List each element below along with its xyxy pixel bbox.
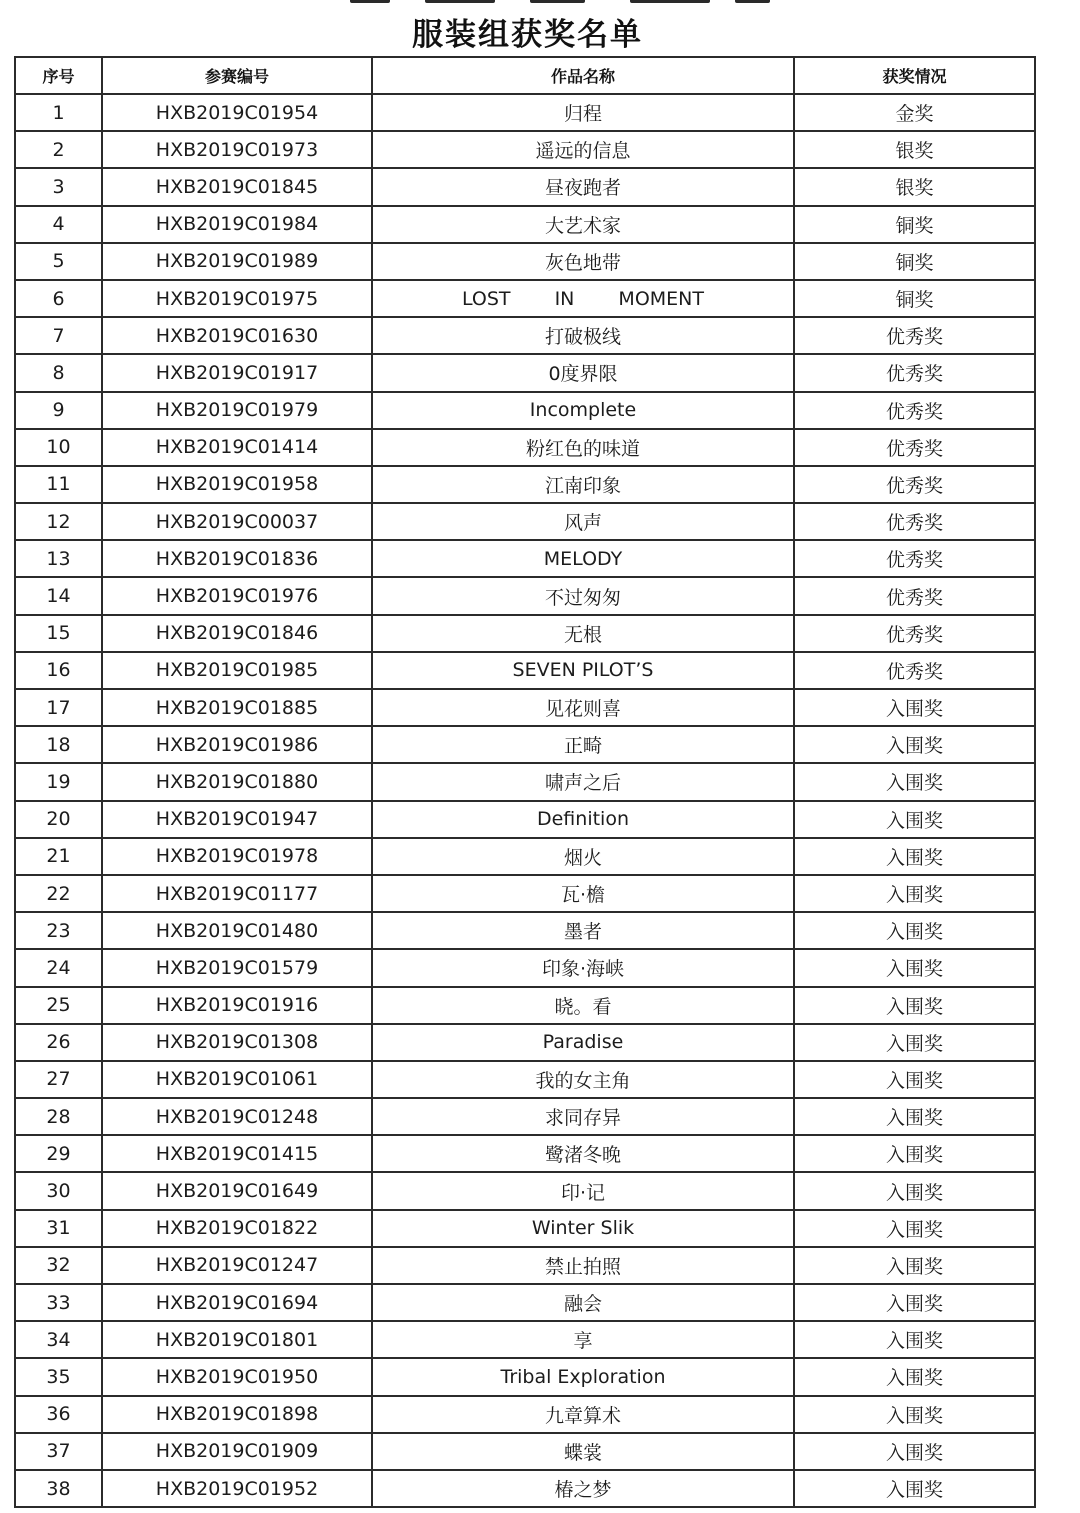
cell-entry-number: HXB2019C01880: [102, 763, 372, 800]
cell-index: 36: [15, 1396, 102, 1433]
cell-award: 入围奖: [794, 1321, 1035, 1358]
cell-work-title: Winter Slik: [372, 1210, 794, 1247]
cell-award: 入围奖: [794, 1433, 1035, 1470]
cell-index: 11: [15, 466, 102, 503]
cell-entry-number: HXB2019C01247: [102, 1247, 372, 1284]
table-row: [15, 1061, 1035, 1098]
cell-award: 入围奖: [794, 1172, 1035, 1209]
cell-award: 铜奖: [794, 280, 1035, 317]
cell-entry-number: HXB2019C00037: [102, 503, 372, 540]
cell-work-title: 遥远的信息: [372, 131, 794, 168]
cell-index: 4: [15, 206, 102, 243]
cell-entry-number: HXB2019C01414: [102, 429, 372, 466]
cell-entry-number: HXB2019C01954: [102, 94, 372, 131]
table-row: [15, 280, 1035, 317]
cell-work-title: 灰色地带: [372, 243, 794, 280]
header-entry-number: 参赛编号: [102, 57, 372, 94]
cell-work-title: 打破极线: [372, 317, 794, 354]
table-row: [15, 912, 1035, 949]
cell-work-title: 晓。看: [372, 987, 794, 1024]
cell-index: 1: [15, 94, 102, 131]
cell-entry-number: HXB2019C01415: [102, 1135, 372, 1172]
cell-index: 30: [15, 1172, 102, 1209]
cell-award: 入围奖: [794, 689, 1035, 726]
cell-entry-number: HXB2019C01630: [102, 317, 372, 354]
cell-index: 22: [15, 875, 102, 912]
cell-work-title: 融会: [372, 1284, 794, 1321]
cell-entry-number: HXB2019C01984: [102, 206, 372, 243]
cell-index: 8: [15, 354, 102, 391]
cell-award: 入围奖: [794, 801, 1035, 838]
cell-award: 入围奖: [794, 1210, 1035, 1247]
cell-entry-number: HXB2019C01836: [102, 540, 372, 577]
table-row: [15, 354, 1035, 391]
cell-work-title: 江南印象: [372, 466, 794, 503]
cell-index: 31: [15, 1210, 102, 1247]
cell-entry-number: HXB2019C01248: [102, 1098, 372, 1135]
cell-index: 2: [15, 131, 102, 168]
cell-award: 银奖: [794, 168, 1035, 205]
cell-entry-number: HXB2019C01973: [102, 131, 372, 168]
cell-award: 入围奖: [794, 1135, 1035, 1172]
table-row: [15, 1358, 1035, 1395]
cell-award: 金奖: [794, 94, 1035, 131]
table-row: [15, 801, 1035, 838]
cell-award: 优秀奖: [794, 577, 1035, 614]
table-row: [15, 652, 1035, 689]
cell-entry-number: HXB2019C01308: [102, 1024, 372, 1061]
cell-entry-number: HXB2019C01480: [102, 912, 372, 949]
cell-work-title: LOST IN MOMENT: [372, 280, 794, 317]
table-row: [15, 429, 1035, 466]
cell-index: 7: [15, 317, 102, 354]
cell-index: 18: [15, 726, 102, 763]
cell-entry-number: HXB2019C01952: [102, 1470, 372, 1507]
awards-table: [14, 56, 1036, 1508]
cell-work-title: 求同存异: [372, 1098, 794, 1135]
table-row: [15, 1098, 1035, 1135]
cell-index: 15: [15, 615, 102, 652]
table-row: [15, 838, 1035, 875]
cell-entry-number: HXB2019C01958: [102, 466, 372, 503]
cell-work-title: Paradise: [372, 1024, 794, 1061]
table-row: [15, 615, 1035, 652]
cell-entry-number: HXB2019C01979: [102, 392, 372, 429]
table-row: [15, 1321, 1035, 1358]
cell-work-title: Incomplete: [372, 392, 794, 429]
cell-index: 32: [15, 1247, 102, 1284]
cell-award: 优秀奖: [794, 652, 1035, 689]
cell-work-title: 墨者: [372, 912, 794, 949]
cell-award: 入围奖: [794, 875, 1035, 912]
cell-entry-number: HXB2019C01177: [102, 875, 372, 912]
cell-index: 13: [15, 540, 102, 577]
table-row: [15, 1433, 1035, 1470]
cell-work-title: MELODY: [372, 540, 794, 577]
cell-index: 23: [15, 912, 102, 949]
cell-award: 入围奖: [794, 912, 1035, 949]
cell-work-title: 鹭渚冬晚: [372, 1135, 794, 1172]
cell-award: 入围奖: [794, 726, 1035, 763]
cell-work-title: 不过匆匆: [372, 577, 794, 614]
cell-award: 优秀奖: [794, 615, 1035, 652]
cell-work-title: 禁止拍照: [372, 1247, 794, 1284]
cell-work-title: 烟火: [372, 838, 794, 875]
header-award: 获奖情况: [794, 57, 1035, 94]
cell-award: 入围奖: [794, 1470, 1035, 1507]
table-row: [15, 131, 1035, 168]
cell-index: 3: [15, 168, 102, 205]
table-row: [15, 1210, 1035, 1247]
cell-index: 20: [15, 801, 102, 838]
page-title: 服装组获奖名单: [412, 17, 643, 53]
cell-award: 入围奖: [794, 949, 1035, 986]
cell-award: 入围奖: [794, 1358, 1035, 1395]
cell-award: 银奖: [794, 131, 1035, 168]
cell-index: 12: [15, 503, 102, 540]
cell-entry-number: HXB2019C01978: [102, 838, 372, 875]
cell-work-title: 归程: [372, 94, 794, 131]
cell-work-title: 椿之梦: [372, 1470, 794, 1507]
cell-work-title: 粉红色的味道: [372, 429, 794, 466]
table-row: [15, 577, 1035, 614]
cell-index: 21: [15, 838, 102, 875]
cell-index: 19: [15, 763, 102, 800]
header-work-title: 作品名称: [372, 57, 794, 94]
table-row: [15, 317, 1035, 354]
table-row: [15, 503, 1035, 540]
cell-index: 26: [15, 1024, 102, 1061]
cell-work-title: 0度界限: [372, 354, 794, 391]
table-row: [15, 875, 1035, 912]
cell-entry-number: HXB2019C01975: [102, 280, 372, 317]
cell-work-title: Tribal Exploration: [372, 1358, 794, 1395]
table-row: [15, 1470, 1035, 1507]
cell-index: 34: [15, 1321, 102, 1358]
table-row: [15, 243, 1035, 280]
cell-entry-number: HXB2019C01885: [102, 689, 372, 726]
cell-award: 入围奖: [794, 1024, 1035, 1061]
cell-award: 铜奖: [794, 206, 1035, 243]
cell-index: 25: [15, 987, 102, 1024]
table-row: [15, 168, 1035, 205]
cell-entry-number: HXB2019C01909: [102, 1433, 372, 1470]
cell-award: 优秀奖: [794, 503, 1035, 540]
cell-entry-number: HXB2019C01846: [102, 615, 372, 652]
cell-award: 入围奖: [794, 763, 1035, 800]
table-row: [15, 206, 1035, 243]
cell-work-title: 我的女主角: [372, 1061, 794, 1098]
cell-work-title: 昼夜跑者: [372, 168, 794, 205]
table-row: [15, 726, 1035, 763]
cell-entry-number: HXB2019C01976: [102, 577, 372, 614]
cell-award: 优秀奖: [794, 540, 1035, 577]
cell-work-title: Definition: [372, 801, 794, 838]
cell-award: 优秀奖: [794, 392, 1035, 429]
table-row: [15, 1024, 1035, 1061]
cell-index: 35: [15, 1358, 102, 1395]
table-header-row: [15, 57, 1035, 94]
cell-entry-number: HXB2019C01649: [102, 1172, 372, 1209]
cell-award: 入围奖: [794, 1061, 1035, 1098]
table-row: [15, 1396, 1035, 1433]
table-row: [15, 1284, 1035, 1321]
cell-entry-number: HXB2019C01579: [102, 949, 372, 986]
cell-entry-number: HXB2019C01985: [102, 652, 372, 689]
cell-index: 27: [15, 1061, 102, 1098]
cell-index: 37: [15, 1433, 102, 1470]
cell-entry-number: HXB2019C01801: [102, 1321, 372, 1358]
cell-work-title: 享: [372, 1321, 794, 1358]
cell-award: 铜奖: [794, 243, 1035, 280]
cell-work-title: 瓦·檐: [372, 875, 794, 912]
cell-index: 28: [15, 1098, 102, 1135]
table-row: [15, 1135, 1035, 1172]
cell-work-title: 啸声之后: [372, 763, 794, 800]
cell-award: 入围奖: [794, 987, 1035, 1024]
cell-index: 29: [15, 1135, 102, 1172]
cell-entry-number: HXB2019C01947: [102, 801, 372, 838]
cell-work-title: 印·记: [372, 1172, 794, 1209]
cell-index: 9: [15, 392, 102, 429]
cell-entry-number: HXB2019C01898: [102, 1396, 372, 1433]
cell-entry-number: HXB2019C01986: [102, 726, 372, 763]
cell-entry-number: HXB2019C01694: [102, 1284, 372, 1321]
cell-work-title: 风声: [372, 503, 794, 540]
table-row: [15, 540, 1035, 577]
table-row: [15, 763, 1035, 800]
header-index: 序号: [15, 57, 102, 94]
cell-award: 入围奖: [794, 1284, 1035, 1321]
cell-index: 16: [15, 652, 102, 689]
cell-entry-number: HXB2019C01916: [102, 987, 372, 1024]
cell-entry-number: HXB2019C01822: [102, 1210, 372, 1247]
cell-index: 5: [15, 243, 102, 280]
cell-award: 入围奖: [794, 838, 1035, 875]
table-row: [15, 1247, 1035, 1284]
table-row: [15, 94, 1035, 131]
cell-work-title: 大艺术家: [372, 206, 794, 243]
table-row: [15, 466, 1035, 503]
table-row: [15, 1172, 1035, 1209]
cell-award: 入围奖: [794, 1098, 1035, 1135]
cell-work-title: 见花则喜: [372, 689, 794, 726]
cell-index: 6: [15, 280, 102, 317]
cell-entry-number: HXB2019C01950: [102, 1358, 372, 1395]
cropped-heading-remnant: [330, 0, 780, 5]
cell-award: 优秀奖: [794, 317, 1035, 354]
table-row: [15, 689, 1035, 726]
cell-entry-number: HXB2019C01061: [102, 1061, 372, 1098]
table-row: [15, 392, 1035, 429]
cell-index: 33: [15, 1284, 102, 1321]
table-row: [15, 987, 1035, 1024]
cell-index: 17: [15, 689, 102, 726]
cell-award: 优秀奖: [794, 354, 1035, 391]
table-body: [15, 94, 1035, 1507]
cell-index: 38: [15, 1470, 102, 1507]
cell-award: 优秀奖: [794, 429, 1035, 466]
cell-entry-number: HXB2019C01917: [102, 354, 372, 391]
cell-work-title: 无根: [372, 615, 794, 652]
cell-work-title: 正畸: [372, 726, 794, 763]
cell-award: 入围奖: [794, 1396, 1035, 1433]
cell-index: 10: [15, 429, 102, 466]
cell-work-title: SEVEN PILOT’S: [372, 652, 794, 689]
cell-work-title: 印象·海峡: [372, 949, 794, 986]
cell-entry-number: HXB2019C01989: [102, 243, 372, 280]
cell-work-title: 九章算术: [372, 1396, 794, 1433]
table-row: [15, 949, 1035, 986]
cell-award: 优秀奖: [794, 466, 1035, 503]
cell-work-title: 蝶裳: [372, 1433, 794, 1470]
cell-award: 入围奖: [794, 1247, 1035, 1284]
cell-entry-number: HXB2019C01845: [102, 168, 372, 205]
cell-index: 14: [15, 577, 102, 614]
cell-index: 24: [15, 949, 102, 986]
